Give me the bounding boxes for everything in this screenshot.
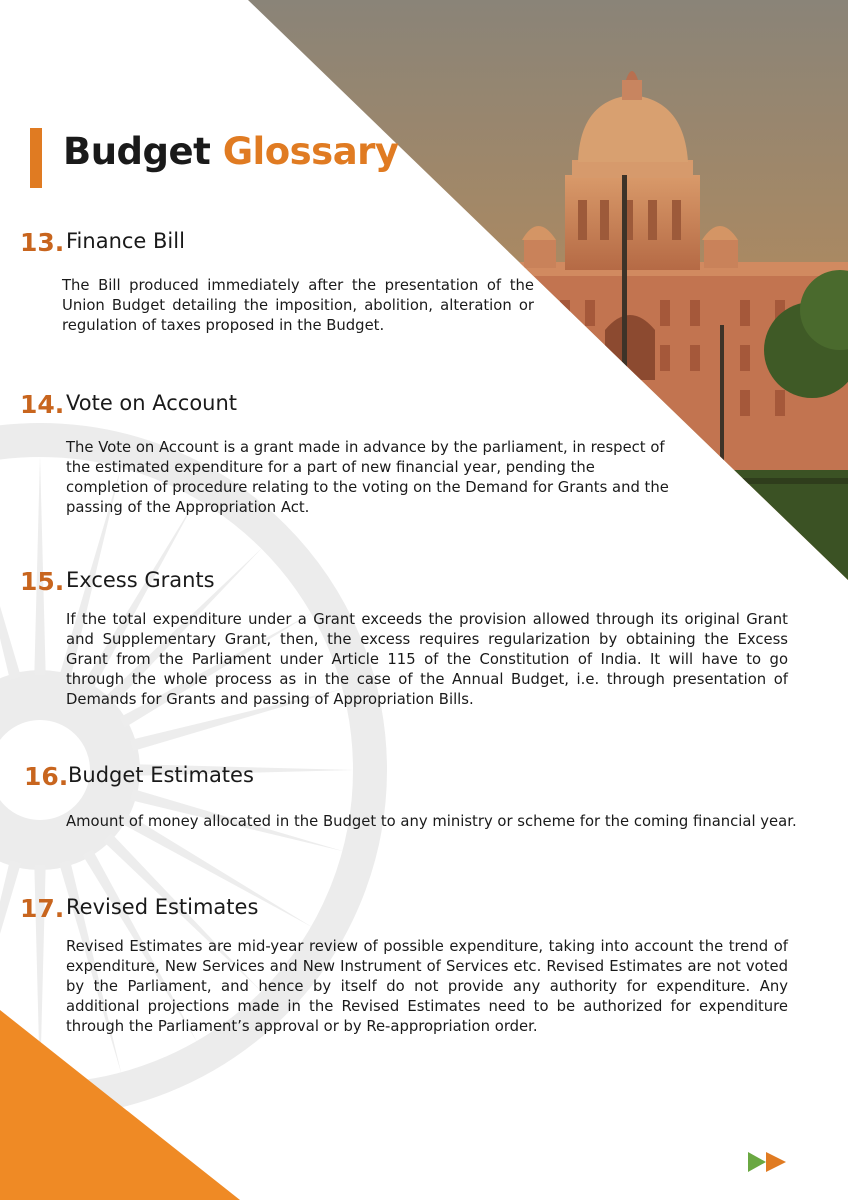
entry-body: The Vote on Account is a grant made in advance by the parliament, in respect of the estimated expenditure for a part of new financial year, pending the completion of procedure relating to the voting on the Demand for Grants and the passing of the Appropriation Act. bbox=[66, 439, 669, 516]
entry-heading: Budget Estimates bbox=[68, 763, 254, 787]
page-title-part1: Budget bbox=[63, 130, 211, 173]
orange-corner-decoration bbox=[0, 1010, 240, 1200]
double-play-arrow-icon[interactable] bbox=[748, 1150, 788, 1174]
entry-heading: Revised Estimates bbox=[66, 895, 259, 919]
entry-number: 14. bbox=[20, 390, 65, 419]
entry-heading: Excess Grants bbox=[66, 568, 215, 592]
entry-number: 16. bbox=[24, 762, 69, 791]
entry-body: If the total expenditure under a Grant exceeds the provision allowed through its original Grant and Supplementary Grant, then, the excess requires regularization by obtaining the Excess Grant from the Parliament under Article 115 of the Constitution of India. It will have to go through the whole process as in the case of the Annual Budget, i.e. through presentation of Demands for Grants and passing of Appropriation Bills. bbox=[66, 611, 788, 708]
entry-body: Revised Estimates are mid-year review of possible expenditure, taking into account the trend of expenditure, New Services and New Instrument of Services etc. Revised Estimates are not voted by the Parliament, and hence by itself do not provide any authority for expenditure. Any additional projections made in the Revised Estimates need to be authorized for expenditure through the Parliament’s approval or by Re-appropriation order. bbox=[66, 938, 788, 1035]
entry-body: The Bill produced immediately after the presentation of the Union Budget detailing the imposition, abolition, alteration or regulation of taxes proposed in the Budget. bbox=[62, 277, 534, 334]
entry-number: 15. bbox=[20, 567, 65, 596]
entry-number: 13. bbox=[20, 228, 65, 257]
entry-number: 17. bbox=[20, 894, 65, 923]
title-accent-bar bbox=[30, 128, 42, 188]
page-title-part2: Glossary bbox=[222, 130, 399, 173]
entry-heading: Vote on Account bbox=[66, 391, 238, 415]
entry-body: Amount of money allocated in the Budget to any ministry or scheme for the coming financial year. bbox=[66, 813, 797, 830]
page-title bbox=[63, 130, 399, 173]
entry-heading: Finance Bill bbox=[66, 229, 185, 253]
